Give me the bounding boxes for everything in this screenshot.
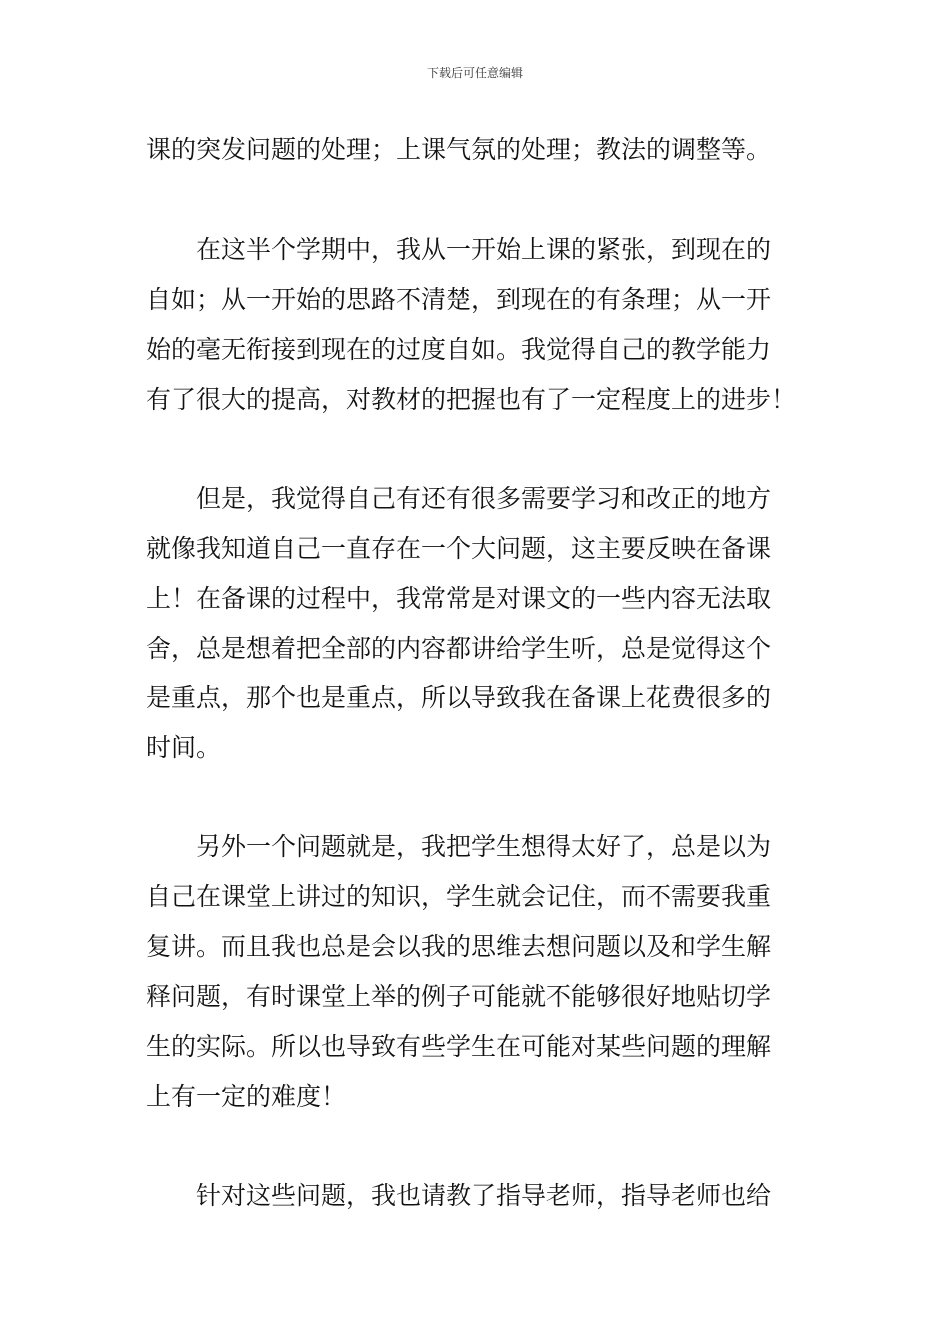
text-line: 释问题，有时课堂上举的例子可能就不能够很好地贴切学: [146, 982, 772, 1011]
text-line: 课的突发问题的处理；上课气氛的处理；教法的调整等。: [146, 135, 772, 164]
text-line: 复讲。而且我也总是会以我的思维去想问题以及和学生解: [146, 932, 772, 961]
text-line: 舍，总是想着把全部的内容都讲给学生听，总是觉得这个: [146, 634, 772, 663]
text-line: 始的毫无衔接到现在的过度自如。我觉得自己的教学能力: [146, 335, 772, 364]
text-line: 上有一定的难度！: [146, 1082, 347, 1111]
text-line: 有了很大的提高，对教材的把握也有了一定程度上的进步！: [146, 385, 797, 414]
text-line: 但是，我觉得自己有还有很多需要学习和改正的地方: [146, 484, 772, 513]
text-line: 时间。: [146, 733, 222, 762]
text-line: 是重点，那个也是重点，所以导致我在备课上花费很多的: [146, 683, 772, 712]
text-line: 上！在备课的过程中，我常常是对课文的一些内容无法取: [146, 584, 772, 613]
text-line: 在这半个学期中，我从一开始上课的紧张，到现在的: [146, 235, 772, 264]
text-line: 针对这些问题，我也请教了指导老师，指导老师也给: [146, 1181, 772, 1210]
text-line: 就像我知道自己一直存在一个大问题，这主要反映在备课: [146, 534, 772, 563]
page-header: 下载后可任意编辑: [426, 66, 523, 80]
text-line: 自如；从一开始的思路不清楚，到现在的有条理；从一开: [146, 285, 772, 314]
text-line: 自己在课堂上讲过的知识，学生就会记住，而不需要我重: [146, 882, 772, 911]
text-line: 生的实际。所以也导致有些学生在可能对某些问题的理解: [146, 1032, 772, 1061]
text-line: 另外一个问题就是，我把学生想得太好了，总是以为: [146, 832, 772, 861]
